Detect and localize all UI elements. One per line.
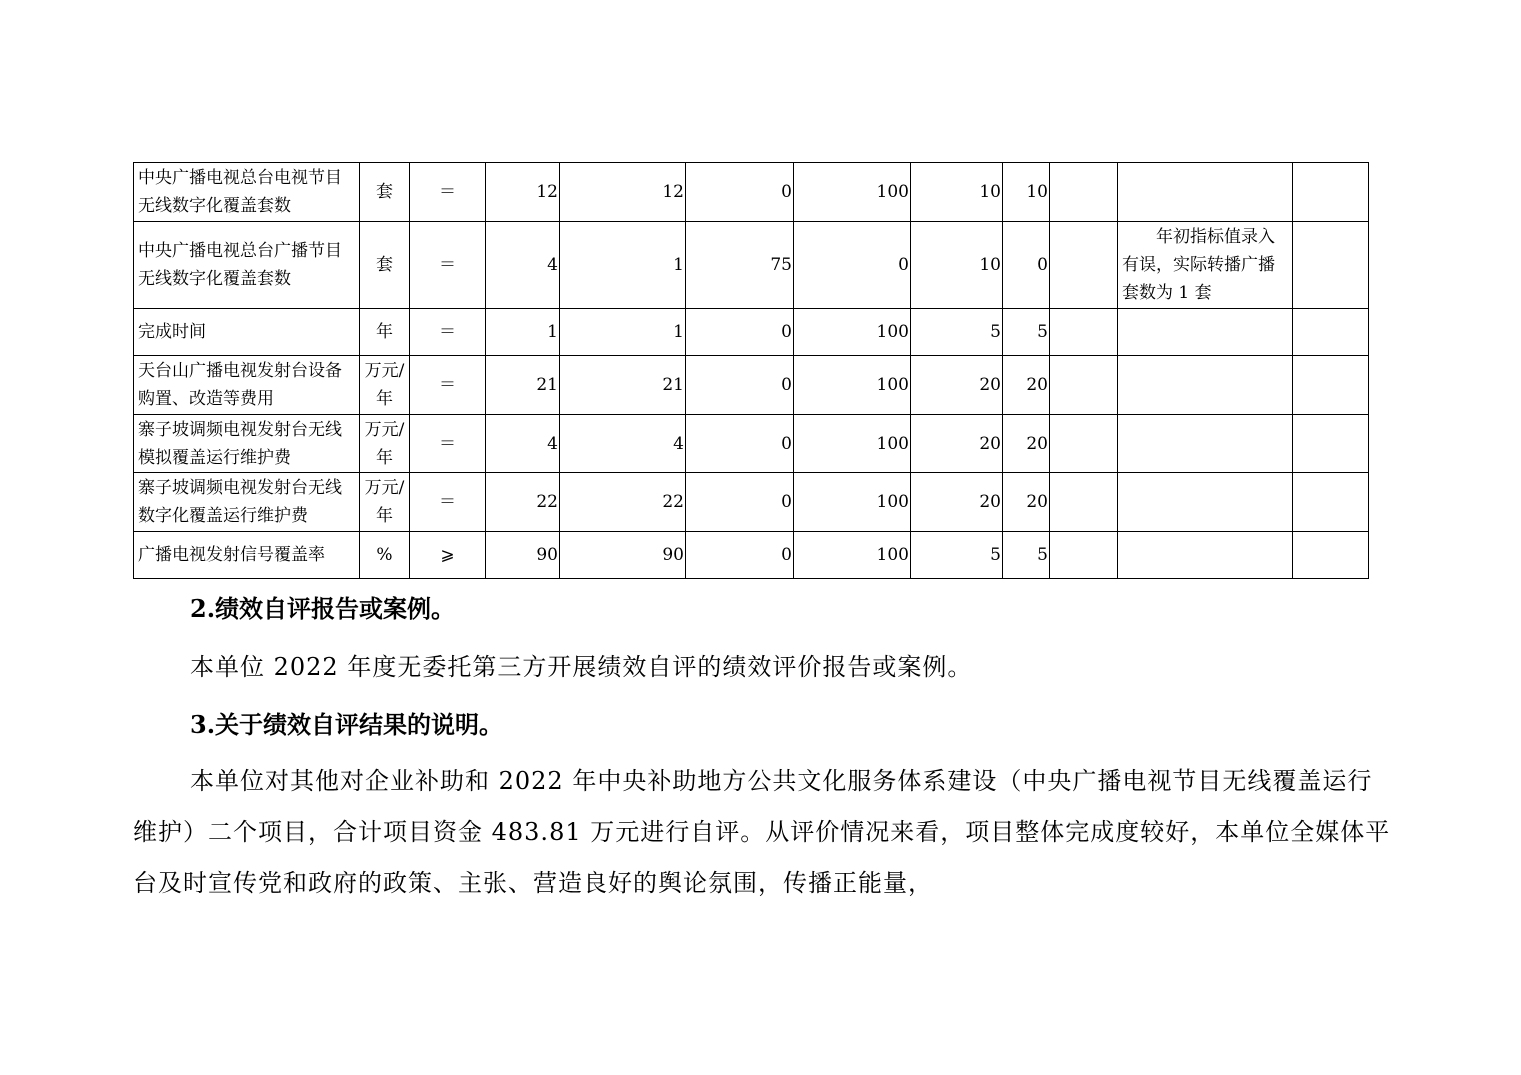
indicator-unit: 万元/年 [360, 473, 410, 532]
empty-cell [1293, 309, 1369, 356]
score-value: 5 [1003, 532, 1050, 579]
performance-indicator-table [133, 162, 1369, 579]
table-row [134, 222, 1369, 309]
indicator-operator: ＝ [410, 356, 486, 415]
empty-cell [1050, 415, 1118, 473]
actual-value: 21 [560, 356, 686, 415]
empty-cell [1050, 532, 1118, 579]
section-3-paragraph: 本单位对其他对企业补助和 2022 年中央补助地方公共文化服务体系建设（中央广播电视节目无线覆盖运行维护）二个项目，合计项目资金 483.81 万元进行自评。从评价情况来看，项目整体完成度较好，本单位全媒体平台及时宣传党和政府的政策、主张、营造良好的舆论氛围，传播正能量， [133, 767, 1391, 897]
target-value: 1 [486, 309, 560, 356]
weight-value: 10 [911, 222, 1003, 309]
deviation-value: 0 [686, 356, 794, 415]
empty-cell [1293, 222, 1369, 309]
indicator-name: 寨子坡调频电视发射台无线数字化覆盖运行维护费 [134, 473, 360, 532]
deviation-value: 75 [686, 222, 794, 309]
completion-rate: 100 [794, 473, 911, 532]
note-cell [1118, 356, 1293, 415]
score-value: 5 [1003, 309, 1050, 356]
empty-cell [1293, 473, 1369, 532]
score-value: 20 [1003, 415, 1050, 473]
empty-cell [1050, 356, 1118, 415]
section-2-heading: 2.绩效自评报告或案例。 [190, 594, 456, 623]
target-value: 90 [486, 532, 560, 579]
completion-rate: 0 [794, 222, 911, 309]
target-value: 22 [486, 473, 560, 532]
note-cell [1118, 415, 1293, 473]
deviation-value: 0 [686, 532, 794, 579]
weight-value: 20 [911, 415, 1003, 473]
completion-rate: 100 [794, 309, 911, 356]
deviation-value: 0 [686, 163, 794, 222]
table-row [134, 356, 1369, 415]
actual-value: 1 [560, 309, 686, 356]
section-3-heading: 3.关于绩效自评结果的说明。 [190, 710, 504, 739]
indicator-unit: 万元/年 [360, 415, 410, 473]
indicator-operator: ＝ [410, 415, 486, 473]
indicator-unit: 套 [360, 163, 410, 222]
empty-cell [1050, 163, 1118, 222]
indicator-operator: ＝ [410, 473, 486, 532]
note-cell [1118, 163, 1293, 222]
table-row [134, 473, 1369, 532]
table-row [134, 309, 1369, 356]
empty-cell [1293, 415, 1369, 473]
empty-cell [1293, 532, 1369, 579]
indicator-name: 中央广播电视总台广播节目无线数字化覆盖套数 [134, 222, 360, 309]
indicator-operator: ＝ [410, 222, 486, 309]
indicator-unit: % [360, 532, 410, 579]
indicator-unit: 套 [360, 222, 410, 309]
score-value: 0 [1003, 222, 1050, 309]
deviation-value: 0 [686, 415, 794, 473]
note-cell [1118, 309, 1293, 356]
empty-cell [1050, 222, 1118, 309]
actual-value: 22 [560, 473, 686, 532]
table-row [134, 532, 1369, 579]
completion-rate: 100 [794, 415, 911, 473]
note-cell: 年初指标值录入有误，实际转播广播套数为 1 套 [1118, 222, 1293, 309]
actual-value: 12 [560, 163, 686, 222]
empty-cell [1050, 309, 1118, 356]
indicator-operator: ⩾ [410, 532, 486, 579]
weight-value: 10 [911, 163, 1003, 222]
weight-value: 5 [911, 532, 1003, 579]
target-value: 21 [486, 356, 560, 415]
actual-value: 90 [560, 532, 686, 579]
actual-value: 1 [560, 222, 686, 309]
weight-value: 20 [911, 356, 1003, 415]
completion-rate: 100 [794, 163, 911, 222]
indicator-operator: ＝ [410, 163, 486, 222]
empty-cell [1293, 356, 1369, 415]
note-cell [1118, 473, 1293, 532]
empty-cell [1293, 163, 1369, 222]
target-value: 4 [486, 415, 560, 473]
section-2-paragraph: 本单位 2022 年度无委托第三方开展绩效自评的绩效评价报告或案例。 [190, 653, 973, 681]
deviation-value: 0 [686, 473, 794, 532]
weight-value: 5 [911, 309, 1003, 356]
indicator-operator: ＝ [410, 309, 486, 356]
indicator-unit: 万元/年 [360, 356, 410, 415]
indicator-name: 寨子坡调频电视发射台无线模拟覆盖运行维护费 [134, 415, 360, 473]
table-row [134, 415, 1369, 473]
completion-rate: 100 [794, 532, 911, 579]
completion-rate: 100 [794, 356, 911, 415]
note-cell [1118, 532, 1293, 579]
indicator-name: 广播电视发射信号覆盖率 [134, 532, 360, 579]
weight-value: 20 [911, 473, 1003, 532]
indicator-name: 中央广播电视总台电视节目无线数字化覆盖套数 [134, 163, 360, 222]
table-row [134, 163, 1369, 222]
table-body [134, 163, 1369, 579]
score-value: 10 [1003, 163, 1050, 222]
indicator-name: 天台山广播电视发射台设备购置、改造等费用 [134, 356, 360, 415]
deviation-value: 0 [686, 309, 794, 356]
indicator-unit: 年 [360, 309, 410, 356]
score-value: 20 [1003, 356, 1050, 415]
empty-cell [1050, 473, 1118, 532]
target-value: 4 [486, 222, 560, 309]
indicator-name: 完成时间 [134, 309, 360, 356]
target-value: 12 [486, 163, 560, 222]
score-value: 20 [1003, 473, 1050, 532]
actual-value: 4 [560, 415, 686, 473]
